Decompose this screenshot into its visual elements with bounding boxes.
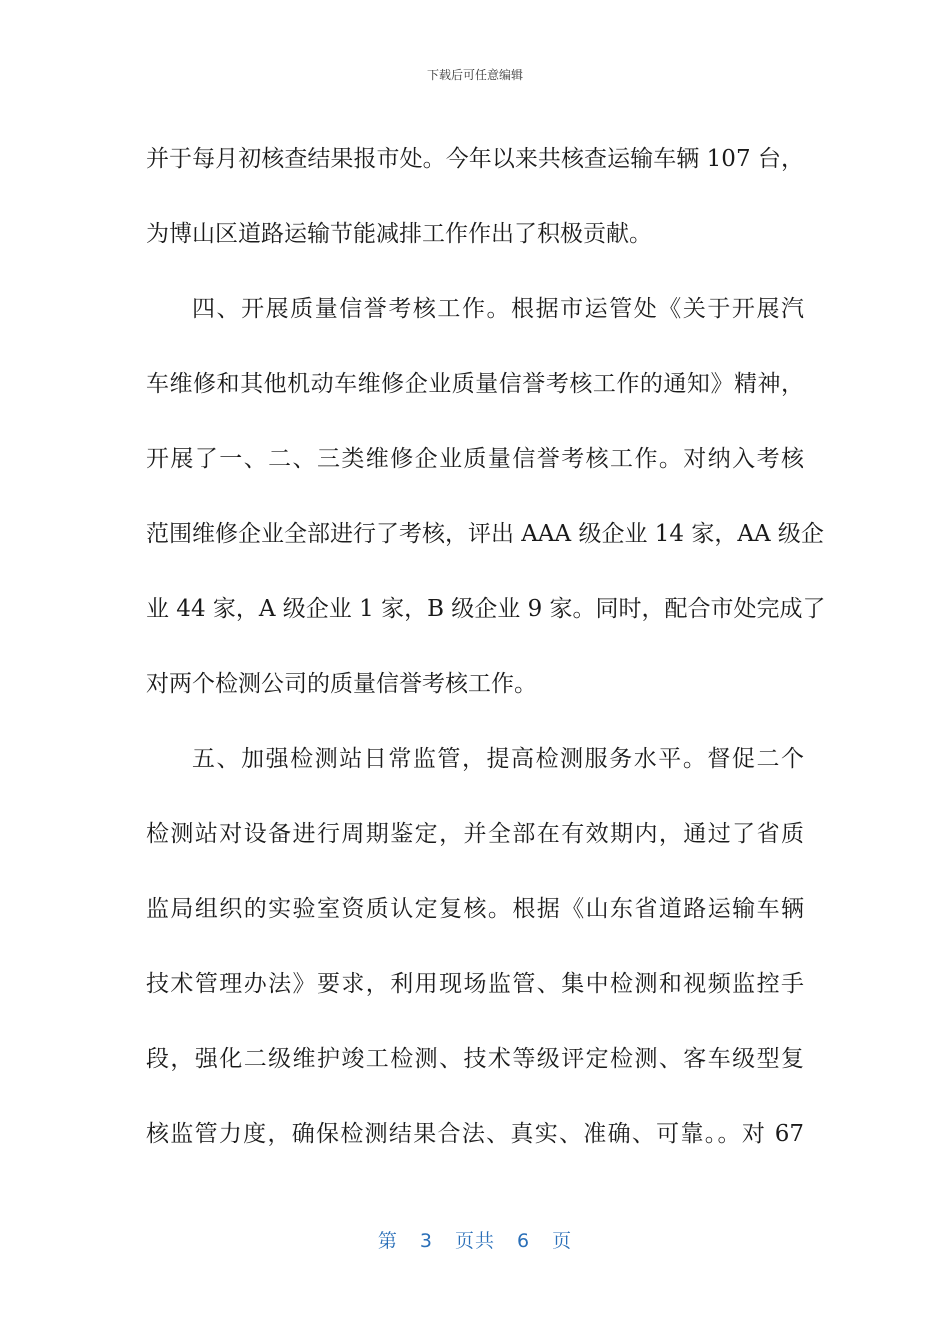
paragraph-line: 对两个检测公司的质量信誉考核工作。 xyxy=(146,671,537,697)
paragraph-line: 检测站对设备进行周期鉴定，并全部在有效期内，通过了省质 xyxy=(146,821,804,847)
current-page-number: 3 xyxy=(419,1230,433,1252)
paragraph-line: 五、加强检测站日常监管，提高检测服务水平。督促二个 xyxy=(192,746,804,772)
paragraph-line: 车维修和其他机动车维修企业质量信誉考核工作的通知》精神， xyxy=(146,371,804,397)
paragraph-line: 核监管力度，确保检测结果合法、真实、准确、可靠。。对 67 xyxy=(146,1121,804,1147)
paragraph-1 xyxy=(146,122,804,272)
paragraph-line: 开展了一、二、三类维修企业质量信誉考核工作。对纳入考核 xyxy=(146,446,804,472)
page-header: 下载后可任意编辑 xyxy=(426,68,523,82)
paragraph-line: 为博山区道路运输节能减排工作作出了积极贡献。 xyxy=(146,221,652,247)
total-pages-number: 6 xyxy=(517,1230,531,1252)
paragraph-line: 四、开展质量信誉考核工作。根据市运管处《关于开展汽 xyxy=(192,296,804,322)
document-body xyxy=(146,122,826,1172)
paragraph-3 xyxy=(146,722,804,1172)
paragraph-2 xyxy=(146,272,826,722)
paragraph-line: 技术管理办法》要求，利用现场监管、集中检测和视频监控手 xyxy=(146,971,804,997)
page-footer xyxy=(0,1226,950,1253)
footer-suffix: 页 xyxy=(552,1230,573,1252)
paragraph-line: 段，强化二级维护竣工检测、技术等级评定检测、客车级型复 xyxy=(146,1046,804,1072)
footer-middle: 页共 xyxy=(454,1230,495,1252)
paragraph-line: 业 44 家，A 级企业 1 家，B 级企业 9 家。同时，配合市处完成了 xyxy=(146,596,826,622)
paragraph-line: 并于每月初核查结果报市处。今年以来共核查运输车辆 107 台， xyxy=(146,146,804,172)
footer-prefix: 第 xyxy=(377,1230,398,1252)
paragraph-line: 范围维修企业全部进行了考核，评出 AAA 级企业 14 家，AA 级企 xyxy=(146,521,824,547)
paragraph-line: 监局组织的实验室资质认定复核。根据《山东省道路运输车辆 xyxy=(146,896,804,922)
